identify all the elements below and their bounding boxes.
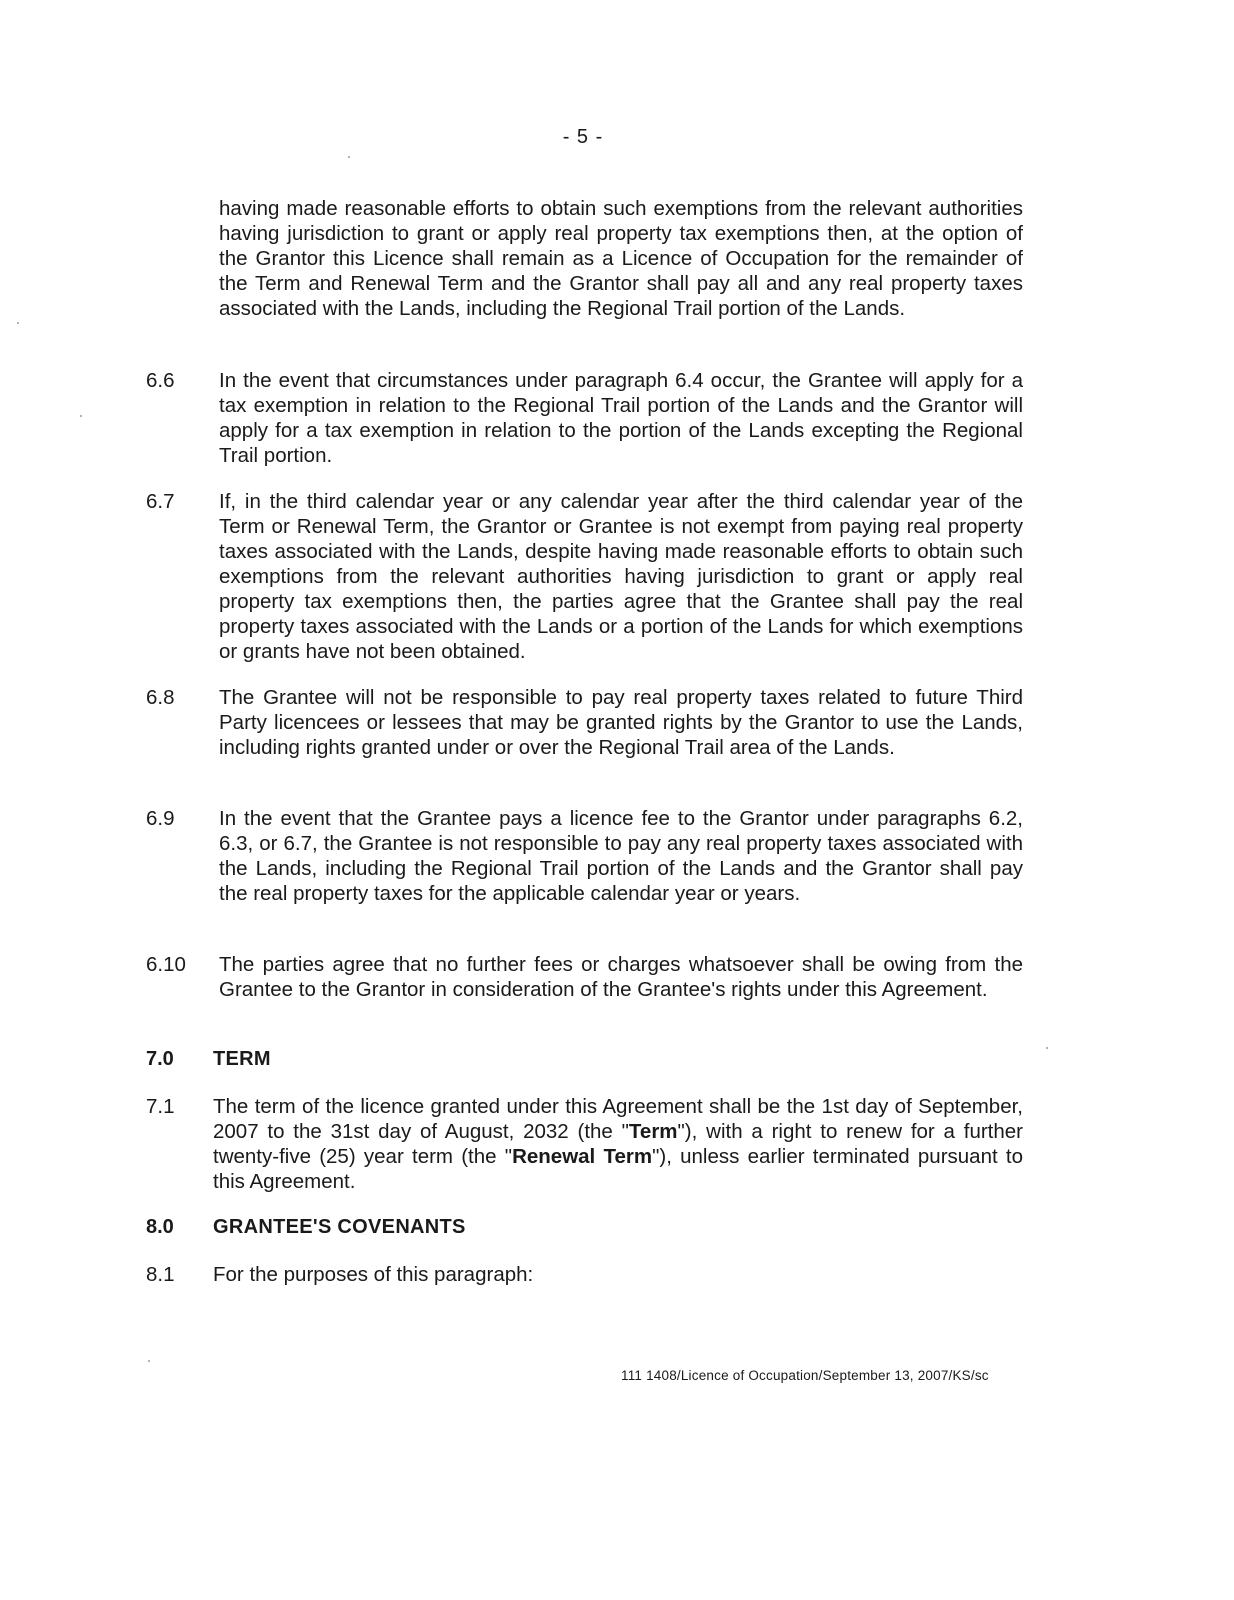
scan-speck <box>80 415 82 417</box>
paragraph-text: If, in the third calendar year or any calendar year after the third calendar year of the Term or Renewal Term, the Grantor or Grantee is not exempt from paying real property taxes associated with the Lands, despite having made reasonable efforts to obtain such exemptions from the relevant authorities having jurisdiction to grant or apply real property tax exemptions then, the parties agree that the Grantee shall pay the real property taxes associated with the Lands or a portion of the Lands for which exemptions or grants have not been obtained. <box>219 490 1023 663</box>
paragraph-number: 6.10 <box>146 953 186 976</box>
paragraph-text: In the event that circumstances under paragraph 6.4 occur, the Grantee will apply for a tax exemption in relation to the Regional Trail portion of the Lands and the Grantor will apply for a tax exemption in relation to the portion of the Lands excepting the Regional Trail portion. <box>219 369 1023 467</box>
text-segment: "), with a right to renew for a further twenty-five (25) year term (the " <box>213 1120 1023 1168</box>
paragraph-number: 7.1 <box>146 1095 175 1118</box>
text-segment: The term of the licence granted under this Agreement shall be the 1st day of September, 2007 to the 31st day of August, 2032 (the " <box>213 1095 1023 1143</box>
paragraph-text: The Grantee will not be responsible to pay real property taxes related to future Third Party licencees or lessees that may be granted rights by the Grantor to use the Lands, including rights granted under or over the Regional Trail area of the Lands. <box>219 686 1023 759</box>
paragraph-number: 6.7 <box>146 490 175 513</box>
paragraph-6-9 <box>146 806 1023 906</box>
scan-speck <box>348 156 350 158</box>
scan-speck <box>148 1360 150 1362</box>
paragraph-number: 6.9 <box>146 807 175 830</box>
paragraph-text: For the purposes of this paragraph: <box>213 1263 534 1286</box>
section-heading-grantees-covenants <box>146 1215 1023 1240</box>
section-number: 8.0 <box>146 1216 174 1238</box>
section-title: TERM <box>213 1048 271 1070</box>
paragraph-number: 6.8 <box>146 686 175 709</box>
scan-speck <box>17 322 19 324</box>
paragraph-7-1 <box>146 1094 1023 1194</box>
continuation-paragraph: having made reasonable efforts to obtain such exemptions from the relevant authorities having jurisdiction to grant or apply real property tax exemptions then, at the option of the Grantor this Licence shall remain as a Licence of Occupation for the remainder of the Term and Renewal Term and the Grantor shall pay all and any real property taxes associated with the Lands, including the Regional Trail portion of the Lands. <box>219 197 1023 320</box>
paragraph-6-10 <box>146 952 1023 1002</box>
paragraph-6-8 <box>146 685 1023 760</box>
paragraph-text <box>213 1094 1023 1194</box>
paragraph-number: 8.1 <box>146 1263 175 1286</box>
paragraph-8-1 <box>146 1262 1023 1287</box>
paragraph-6-7 <box>146 489 1023 664</box>
scan-speck <box>1046 1047 1048 1049</box>
paragraph-text: The parties agree that no further fees or charges whatsoever shall be owing from the Grantee to the Grantor in consideration of the Grantee's rights under this Agreement. <box>219 953 1023 1001</box>
page-number: - 5 - <box>562 126 604 148</box>
section-heading-term <box>146 1047 1023 1072</box>
section-title: GRANTEE'S COVENANTS <box>213 1216 466 1238</box>
paragraph-number: 6.6 <box>146 369 175 392</box>
defined-term-renewal-term: Renewal Term <box>512 1145 653 1168</box>
paragraph-6-6 <box>146 368 1023 468</box>
paragraph-text: In the event that the Grantee pays a licence fee to the Grantor under paragraphs 6.2, 6.3, or 6.7, the Grantee is not responsible to pay any real property taxes associated with the Lands, including the Regional Trail portion of the Lands and the Grantor shall pay the real property taxes for the applicable calendar year or years. <box>219 807 1023 905</box>
document-footer: 111 1408/Licence of Occupation/September 13, 2007/KS/sc <box>621 1368 989 1383</box>
text-segment: "), unless earlier terminated pursuant to this Agreement. <box>213 1145 1024 1193</box>
defined-term-term: Term <box>628 1120 678 1143</box>
section-number: 7.0 <box>146 1048 174 1070</box>
